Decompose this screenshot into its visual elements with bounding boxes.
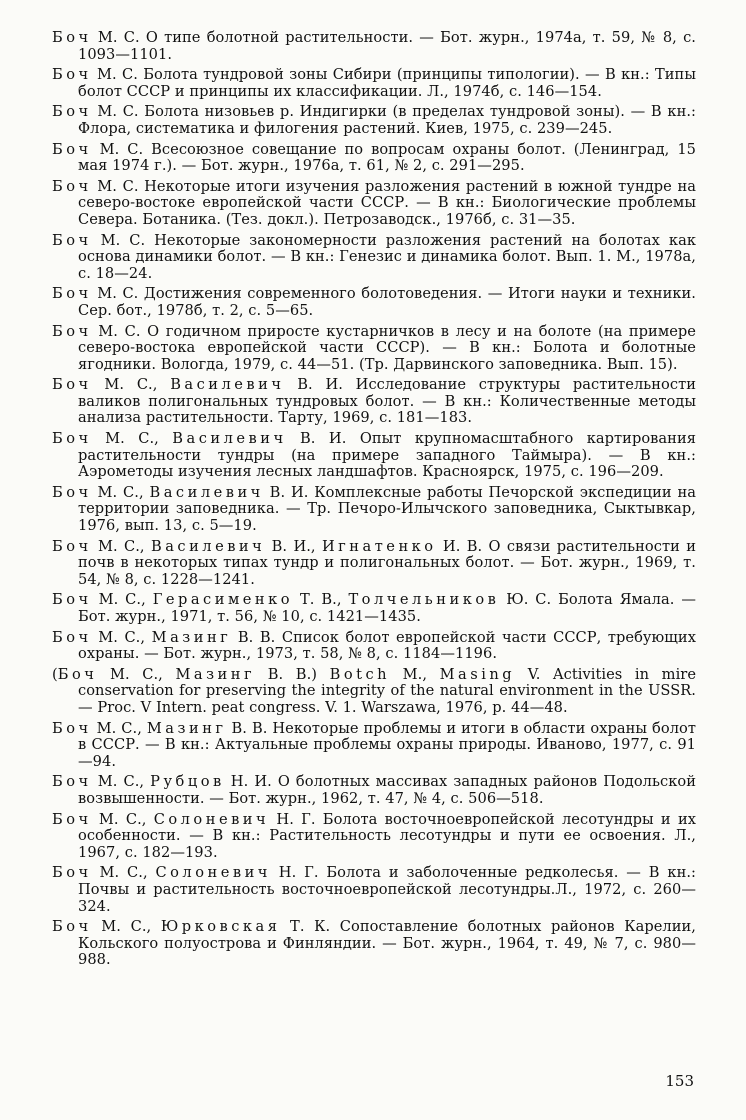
bibliography-entry: [52, 485, 696, 535]
entry-text: М. С.,: [91, 719, 147, 737]
entry-text: М. С.,: [91, 591, 153, 609]
entry-text: Ю. С. Болота Ямала. — Бот. журн., 1971, т. 56, № 10, с. 1421—1435.: [78, 591, 696, 625]
bibliography-entry: [52, 630, 696, 663]
entry-text: Н. И. О болотных массивах западных районов Подольской возвышенности. — Бот. журн., 1962, т. 47, № 4, с. 506—518.: [78, 773, 697, 807]
entry-text: M.,: [390, 665, 440, 683]
entry-author: Боч: [52, 177, 92, 195]
entry-text: В. И. Опыт крупномасштабного картирования растительности тундры (на примере западного Таймыра). — В кн.: Аэрометоды изучения лесных ландшафтов. Красноярск, 1975, с. 196—209.: [78, 430, 696, 481]
entry-text: М. С. Всесоюзное совещание по вопросам охраны болот. (Ленинград, 15 мая 1974 г.). — Бот. журн., 1976а, т. 61, № 2, с. 291—295.: [78, 140, 696, 175]
entry-author: Боч: [52, 29, 92, 46]
entry-coauthor: Герасименко: [152, 591, 294, 609]
entry-coauthor: Василевич: [149, 483, 264, 501]
entry-text: V. Activities in mire conservation for preserving the integrity of the natural environment in the USSR. — Proc. V Intern. peat congress. V. 1. Warszawa, 1976, p. 44—48.: [78, 665, 697, 716]
entry-text: В. И. Исследование структуры растительности валиков полигональных тундровых болот. — В кн.: Количественные методы анализа растительности. Тарту, 1969, с. 181—183.: [78, 376, 697, 427]
entry-coauthor: Василевич: [170, 376, 285, 394]
bibliography-entry: [52, 142, 696, 175]
bibliography-entry: [52, 30, 696, 63]
bibliography-entry: [52, 67, 696, 100]
entry-text: М. С.,: [97, 665, 176, 683]
bibliography-entry: [52, 539, 696, 589]
entry-text: М. С.,: [91, 376, 171, 394]
entry-text: М. С. Некоторые закономерности разложения растений на болотах как основа динамики болот. — В кн.: Генезис и динамика болот. Вып. 1. М., 1978а, с. 18—24.: [78, 231, 696, 282]
bibliography-list: [52, 30, 696, 973]
entry-author: Боч: [52, 483, 92, 501]
entry-author: Боч: [52, 918, 92, 936]
entry-author: Боч: [52, 285, 92, 303]
entry-text: М. С. О годичном приросте кустарничков в лесу и на болоте (на примере северо-востока европейской части СССР). — В кн.: Болота и болотные ягодники. Вологда, 1979, с. 44—51. (Тр. Дарвинского заповедника. Вып. 15).: [78, 322, 696, 373]
entry-author: Боч: [52, 773, 92, 791]
entry-text: М. С.,: [91, 918, 161, 936]
entry-coauthor: Солоневич: [155, 864, 271, 882]
entry-text: М. С.,: [91, 628, 152, 646]
entry-author: Боч: [52, 140, 92, 158]
entry-author: Боч: [52, 322, 92, 340]
entry-text: М. С.,: [91, 773, 151, 791]
bibliography-entry: [52, 667, 696, 717]
entry-prefix: (: [52, 665, 58, 683]
page-number: 153: [665, 1072, 694, 1090]
entry-coauthor: Василевич: [172, 430, 287, 448]
entry-author: Боч: [52, 103, 92, 121]
entry-text: М. С.,: [91, 483, 150, 501]
bibliography-entry: [52, 233, 696, 283]
bibliography-entry: [52, 865, 696, 915]
entry-text: М. С. Болота тундровой зоны Сибири (принципы типологии). — В кн.: Типы болот СССР и принципы их классификации. Л., 1974б, с. 146—154.: [78, 66, 696, 100]
entry-text: В. И. Комплексные работы Печорской экспедиции на территории заповедника. — Тр. Печоро-Илычского заповедника, Сыктывкар, 1976, вып. 13, с. 5—19.: [78, 483, 696, 535]
entry-text: Т. К. Сопоставление болотных районов Карелии, Кольского полуострова и Финляндии. — Бот. журн., 1964, т. 49, № 7, с. 980—988.: [78, 918, 696, 969]
bibliography-entry: [52, 721, 696, 771]
entry-coauthor: Юрковская: [160, 918, 281, 936]
bibliography-entry: [52, 179, 696, 229]
entry-coauthor: Masing: [439, 665, 516, 683]
entry-text: М. С.,: [91, 537, 151, 555]
bibliography-entry: [52, 324, 696, 374]
entry-text: В. В. Список болот европейской части СССР, требующих охраны. — Бот. журн., 1973, т. 58, № 8, с. 1184—1196.: [78, 628, 696, 663]
entry-text: И. В. О связи растительности и почв в некоторых типах тундр и полигональных болот. — Бот. журн., 1969, т. 54, № 8, с. 1228—1241.: [78, 537, 697, 588]
entry-text: В. И.,: [265, 537, 322, 555]
entry-text: М. С. Болота низовьев р. Индигирки (в пределах тундровой зоны). — В кн.: Флора, систематика и филогения растений. Киев, 1975, с. 239—245.: [78, 103, 696, 137]
bibliography-entry: [52, 774, 696, 807]
entry-text: М. С.,: [91, 864, 156, 882]
entry-coauthor: Толчельников: [348, 591, 500, 609]
entry-text: Н. Г. Болота и заболоченные редколесья. — В кн.: Почвы и растительность восточноевропейской лесотундры.Л., 1972, с. 260—324.: [78, 864, 697, 915]
entry-author: Боч: [52, 231, 92, 249]
bibliography-entry: [52, 919, 696, 969]
entry-text: Н. Г. Болота восточноевропейской лесотундры и их особенности. — В кн.: Растительность лесотундры и пути ее освоения. Л., 1967, с. 182—193.: [78, 810, 696, 861]
entry-author: Боч: [52, 537, 92, 555]
entry-coauthor: Василевич: [150, 537, 266, 555]
entry-author: Боч: [57, 665, 98, 683]
bibliography-entry: [52, 286, 696, 319]
bibliography-entry: [52, 377, 696, 427]
entry-author: Боч: [52, 376, 92, 394]
entry-text: М. С. Достижения современного болотоведения. — Итоги науки и техники. Сер. бот., 1978б, т. 2, с. 5—65.: [78, 285, 696, 319]
entry-coauthor: Рубцов: [150, 773, 225, 791]
entry-coauthor: Мазинг: [151, 628, 232, 646]
entry-author: Боч: [52, 810, 92, 828]
bibliography-entry: [52, 104, 696, 137]
entry-coauthor: Мазинг: [146, 719, 227, 737]
entry-author: Боч: [52, 430, 92, 448]
entry-text: М. С. О типе болотной растительности. — Бот. журн., 1974а, т. 59, № 8, с. 1093—1101.: [78, 29, 696, 63]
entry-text: М. С.,: [91, 430, 173, 448]
entry-author: Боч: [52, 591, 92, 609]
entry-author: Боч: [52, 66, 92, 84]
entry-author: Боч: [52, 864, 92, 882]
entry-text: М. С.,: [91, 810, 154, 828]
entry-text: В. В. Некоторые проблемы и итоги в области охраны болот в СССР. — В кн.: Актуальные проблемы охраны природы. Иваново, 1977, с. 91—94.: [78, 719, 697, 770]
entry-author: Боч: [52, 719, 92, 737]
entry-coauthor: Botch: [329, 665, 391, 683]
entry-text: Т. В.,: [293, 591, 349, 609]
entry-author: Боч: [52, 628, 92, 646]
entry-coauthor: Солоневич: [153, 810, 270, 828]
entry-coauthor: Игнатенко: [321, 537, 437, 555]
bibliography-entry: [52, 592, 696, 625]
entry-coauthor: Мазинг: [175, 665, 256, 683]
bibliography-entry: [52, 431, 696, 481]
entry-text: В. В.): [255, 665, 330, 683]
bibliography-entry: [52, 812, 696, 862]
entry-text: М. С. Некоторые итоги изучения разложения растений в южной тундре на северо-востоке европейской части СССР. — В кн.: Биологические проблемы Севера. Ботаника. (Тез. докл.). Петрозаводск., 1976б, с. 31—35.: [78, 177, 696, 228]
